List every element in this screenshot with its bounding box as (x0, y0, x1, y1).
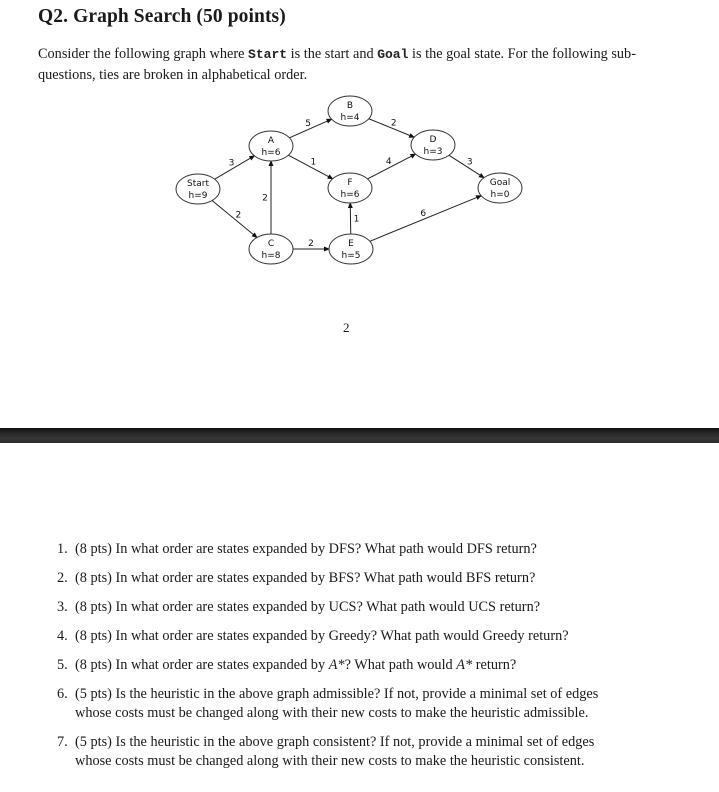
node-heuristic: h=8 (261, 251, 281, 261)
question-text: ? What path would (344, 657, 457, 673)
node-label: Start (187, 179, 209, 189)
question-text: (8 pts) In what order are states expanded by Greedy? What path would Greedy return? (75, 628, 569, 644)
question-item-7 (57, 733, 677, 771)
question-number: 7. (57, 734, 68, 750)
edge-cost-label: 4 (385, 157, 392, 168)
goal-code: Goal (377, 47, 409, 62)
start-code: Start (248, 47, 288, 62)
node-heuristic: h=6 (340, 190, 360, 200)
edge-cost-label: 1 (310, 157, 317, 168)
node-b (328, 96, 372, 126)
node-d (411, 130, 455, 160)
question-item-5 (57, 656, 677, 675)
node-e (329, 234, 373, 264)
node-heuristic: h=3 (423, 147, 443, 157)
graph-nodes (176, 96, 522, 264)
question-number: 6. (57, 686, 68, 702)
astar-symbol: A* (456, 657, 473, 673)
node-c (249, 234, 293, 264)
question-item-6 (57, 685, 677, 723)
node-goal (478, 173, 522, 203)
intro-text: is the start and (287, 46, 378, 62)
question-text-line1: (5 pts) Is the heuristic in the above graph consistent? If not, provide a minimal set of edges (75, 734, 595, 750)
node-label: D (429, 135, 437, 145)
question-number: 4. (57, 628, 68, 644)
question-text-line2: whose costs must be changed along with their new costs to make the heuristic consistent. (75, 753, 585, 769)
edge-cost-label: 3 (228, 158, 235, 169)
node-heuristic: h=5 (341, 251, 361, 261)
edge-cost-label: 3 (466, 157, 473, 168)
node-label: Goal (489, 178, 511, 188)
astar-symbol: A* (328, 657, 345, 673)
edge-cost-label: 2 (390, 118, 397, 129)
question-title: Q2. Graph Search (50 points) (38, 6, 286, 27)
question-number: 3. (57, 599, 68, 615)
node-label: F (347, 178, 353, 188)
question-text: (8 pts) In what order are states expanded by BFS? What path would BFS return? (75, 570, 536, 586)
node-f (328, 173, 372, 203)
node-start (176, 174, 220, 204)
graph-svg (0, 0, 719, 300)
question-item-1 (57, 540, 677, 559)
search-graph (0, 0, 719, 300)
edge-cost-label: 2 (235, 210, 242, 221)
question-text-line1: (5 pts) Is the heuristic in the above graph admissible? If not, provide a minimal set of edges (75, 686, 599, 702)
question-number: 1. (57, 541, 68, 557)
page-number: 2 (343, 320, 350, 335)
node-heuristic: h=0 (490, 190, 510, 200)
node-label: A (267, 136, 275, 146)
edge-cost-label: 2 (262, 193, 268, 204)
question-list (0, 443, 719, 792)
question-text: (8 pts) In what order are states expanded by UCS? What path would UCS return? (75, 599, 541, 615)
node-heuristic: h=4 (340, 113, 360, 123)
question-text: (8 pts) In what order are states expanded by DFS? What path would DFS return? (75, 541, 537, 557)
edge-e-f (350, 203, 351, 234)
node-a (249, 131, 293, 161)
node-label: B (346, 101, 354, 111)
intro-text: is the goal state. For the following sub-questions, ties are broken in alphabetical order. (38, 46, 636, 83)
question-text-line2: whose costs must be changed along with their new costs to make the heuristic admissible. (75, 705, 589, 721)
node-heuristic: h=6 (261, 148, 281, 158)
question-text: (8 pts) In what order are states expanded by (75, 657, 329, 673)
question-item-4 (57, 627, 677, 646)
node-heuristic: h=9 (188, 191, 208, 201)
page-separator (0, 428, 719, 443)
node-label: E (348, 239, 354, 249)
question-number: 5. (57, 657, 68, 673)
intro-text: Consider the following graph where (38, 46, 249, 62)
edge-start-a (215, 156, 255, 179)
edge-cost-label: 6 (420, 208, 427, 219)
question-item-2 (57, 569, 677, 588)
question-text: return? (472, 657, 517, 673)
node-label: C (267, 239, 275, 249)
edge-cost-label: 1 (353, 214, 360, 225)
question-item-3 (57, 598, 677, 617)
edge-cost-label: 2 (308, 239, 314, 249)
edge-cost-label: 5 (305, 119, 311, 130)
question-number: 2. (57, 570, 68, 586)
